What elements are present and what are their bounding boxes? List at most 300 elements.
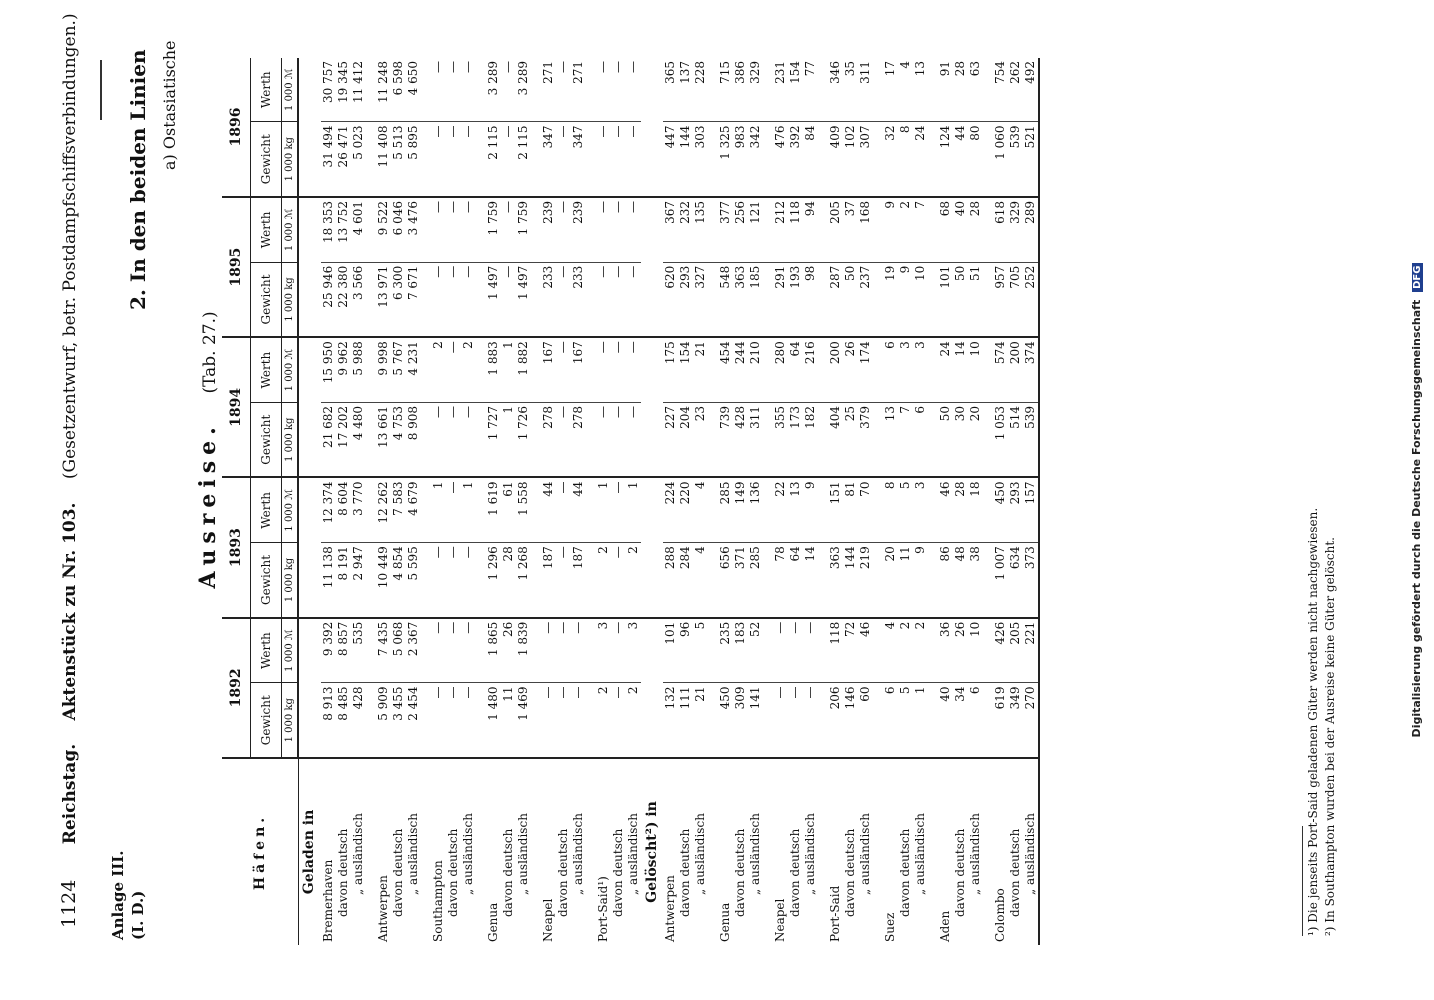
value-cell: 26 xyxy=(953,618,968,683)
empty-cell xyxy=(476,58,486,122)
value-cell: 26 xyxy=(843,337,858,402)
harbor-label: davon deutsch xyxy=(788,828,802,917)
empty-cell xyxy=(298,262,321,337)
value-cell: — xyxy=(461,197,476,262)
weight-cell: 2 xyxy=(626,543,641,618)
value-cell: 220 xyxy=(678,478,693,543)
empty-cell xyxy=(873,402,883,477)
value-cell: 118 xyxy=(788,197,803,262)
value-cell: 4 xyxy=(898,58,913,122)
value-cell: — xyxy=(501,197,516,262)
value-cell: 12 262 xyxy=(376,478,391,543)
weight-cell: 204 xyxy=(678,402,693,477)
value-cell: 10 xyxy=(968,337,983,402)
year-header: 1895 xyxy=(222,197,251,337)
weight-cell: 5 513 xyxy=(391,122,406,197)
value-cell: 151 xyxy=(828,478,843,543)
weight-cell: 4 xyxy=(693,543,708,618)
empty-cell xyxy=(873,683,883,758)
value-cell: — xyxy=(501,58,516,122)
weight-cell: 78 xyxy=(773,543,788,618)
harbor-label: Bremerhaven xyxy=(321,859,335,942)
weight-cell: 1 296 xyxy=(486,543,501,618)
value-cell: 21 xyxy=(693,337,708,402)
weight-cell: 6 xyxy=(968,683,983,758)
weight-cell: 13 661 xyxy=(376,402,391,477)
empty-cell xyxy=(421,758,431,945)
table-row xyxy=(773,58,788,945)
weight-cell: 6 300 xyxy=(391,262,406,337)
empty-cell xyxy=(818,402,828,477)
harbor-label: „ ausländisch xyxy=(406,813,420,895)
value-cell: 216 xyxy=(803,337,818,402)
table-row xyxy=(938,58,953,945)
harbor-label: davon deutsch xyxy=(843,828,857,917)
empty-cell xyxy=(366,758,376,945)
value-cell: — xyxy=(626,337,641,402)
value-cell: 70 xyxy=(858,478,873,543)
empty-cell xyxy=(298,683,321,758)
empty-cell xyxy=(421,337,431,402)
empty-cell xyxy=(366,58,376,122)
table-row xyxy=(953,58,968,945)
harbor-label: Port-Said xyxy=(828,885,842,942)
weight-cell: 84 xyxy=(803,122,818,197)
annex-label xyxy=(108,851,148,941)
table-row xyxy=(516,58,531,945)
empty-cell xyxy=(873,262,883,337)
weight-cell: 141 xyxy=(748,683,763,758)
weight-cell: 548 xyxy=(718,262,733,337)
table-row xyxy=(968,58,983,945)
empty-cell xyxy=(586,618,596,683)
empty-cell xyxy=(421,543,431,618)
value-cell: 7 xyxy=(913,197,928,262)
empty-cell xyxy=(873,197,883,262)
spacer-row xyxy=(983,58,993,945)
harbor-label: Antwerpen xyxy=(376,875,390,942)
weight-cell: 2 947 xyxy=(351,543,366,618)
group-heading: Geladen in xyxy=(301,809,318,895)
weight-cell: 20 xyxy=(883,543,898,618)
weight-cell: 102 xyxy=(843,122,858,197)
weight-cell: 19 xyxy=(883,262,898,337)
weight-cell: — xyxy=(596,122,611,197)
weight-cell: 5 895 xyxy=(406,122,421,197)
weight-cell: 288 xyxy=(663,543,678,618)
weight-cell: 10 xyxy=(913,262,928,337)
weight-cell: 21 682 xyxy=(321,402,336,477)
weight-cell: 392 xyxy=(788,122,803,197)
empty-cell xyxy=(531,758,541,945)
value-cell: 232 xyxy=(678,197,693,262)
empty-cell xyxy=(421,402,431,477)
value-cell: 239 xyxy=(571,197,586,262)
empty-cell xyxy=(366,683,376,758)
weight-cell: 1 268 xyxy=(516,543,531,618)
value-cell: 13 xyxy=(788,478,803,543)
weight-cell: — xyxy=(788,683,803,758)
weight-cell: 233 xyxy=(571,262,586,337)
weight-cell: 342 xyxy=(748,122,763,197)
value-cell: 11 248 xyxy=(376,58,391,122)
table-row xyxy=(391,58,406,945)
harbor-label: „ ausländisch xyxy=(516,813,530,895)
weight-cell: 2 115 xyxy=(516,122,531,197)
weight-cell: 1 325 xyxy=(718,122,733,197)
weight-cell: 98 xyxy=(803,262,818,337)
weight-cell: 2 115 xyxy=(486,122,501,197)
value-cell: 2 xyxy=(431,337,446,402)
weight-cell: — xyxy=(571,683,586,758)
empty-cell xyxy=(476,478,486,543)
weight-cell: 539 xyxy=(1023,402,1039,477)
harbor-label: „ ausländisch xyxy=(693,813,707,895)
weight-column-header: Gewicht xyxy=(251,543,282,618)
weight-cell: 8 191 xyxy=(336,543,351,618)
weight-cell: — xyxy=(626,262,641,337)
empty-cell xyxy=(298,58,321,122)
empty-cell xyxy=(763,478,773,543)
weight-cell: 619 xyxy=(993,683,1008,758)
weight-cell: — xyxy=(446,122,461,197)
value-cell: — xyxy=(431,197,446,262)
value-cell: 4 601 xyxy=(351,197,366,262)
year-header: 1892 xyxy=(222,618,251,758)
empty-cell xyxy=(928,478,938,543)
value-cell: 9 xyxy=(883,197,898,262)
footnote-2: ²) In Southampton wurden bei der Ausreise keine Güter gelöscht. xyxy=(1323,537,1337,936)
value-cell: 492 xyxy=(1023,58,1039,122)
weight-cell: 5 023 xyxy=(351,122,366,197)
value-cell: 365 xyxy=(663,58,678,122)
value-cell: 77 xyxy=(803,58,818,122)
value-cell: 3 xyxy=(596,618,611,683)
empty-cell xyxy=(531,683,541,758)
value-column-header: Werth xyxy=(251,618,282,683)
weight-cell: 1 726 xyxy=(516,402,531,477)
weight-cell: 8 xyxy=(898,122,913,197)
weight-cell: 363 xyxy=(828,543,843,618)
weight-cell: 13 xyxy=(883,402,898,477)
weight-cell: 705 xyxy=(1008,262,1023,337)
weight-cell: 1 007 xyxy=(993,543,1008,618)
empty-cell xyxy=(708,543,718,618)
table-row xyxy=(828,58,843,945)
harbor-label: Port-Said¹) xyxy=(596,876,610,942)
empty-cell xyxy=(641,618,663,683)
weight-cell: 227 xyxy=(663,402,678,477)
weight-cell: — xyxy=(556,122,571,197)
harbor-label: „ ausländisch xyxy=(461,813,475,895)
table-row xyxy=(351,58,366,945)
empty-cell xyxy=(983,262,993,337)
empty-cell xyxy=(983,58,993,122)
value-cell: 28 xyxy=(968,197,983,262)
spacer-row xyxy=(531,58,541,945)
empty-cell xyxy=(818,262,828,337)
empty-cell xyxy=(366,618,376,683)
weight-cell: 309 xyxy=(733,683,748,758)
value-cell: 63 xyxy=(968,58,983,122)
weight-cell: 40 xyxy=(938,683,953,758)
empty-cell xyxy=(641,683,663,758)
value-cell: 386 xyxy=(733,58,748,122)
value-cell: 200 xyxy=(828,337,843,402)
value-cell: 1 883 xyxy=(486,337,501,402)
weight-cell: 6 xyxy=(883,683,898,758)
harbor-label: davon deutsch xyxy=(501,828,515,917)
value-cell: 174 xyxy=(858,337,873,402)
value-cell: 3 770 xyxy=(351,478,366,543)
weight-column-header: Gewicht xyxy=(251,683,282,758)
value-cell: 44 xyxy=(571,478,586,543)
empty-cell xyxy=(421,262,431,337)
value-unit: 1 000 ℳ xyxy=(282,197,299,262)
value-cell: 4 679 xyxy=(406,478,421,543)
weight-cell: — xyxy=(461,262,476,337)
empty-cell xyxy=(763,58,773,122)
value-cell: 5 068 xyxy=(391,618,406,683)
empty-cell xyxy=(421,122,431,197)
value-cell: 64 xyxy=(788,337,803,402)
empty-cell xyxy=(983,478,993,543)
empty-cell xyxy=(476,337,486,402)
value-cell: 1 558 xyxy=(516,478,531,543)
group-heading-row xyxy=(641,58,663,945)
value-cell: 11 412 xyxy=(351,58,366,122)
weight-cell: 22 380 xyxy=(336,262,351,337)
value-cell: 346 xyxy=(828,58,843,122)
weight-cell: 291 xyxy=(773,262,788,337)
harbor-label: „ ausländisch xyxy=(913,813,927,895)
value-cell: 167 xyxy=(541,337,556,402)
empty-cell xyxy=(366,337,376,402)
section-heading: 2. In den beiden Linien xyxy=(126,49,150,310)
empty-cell xyxy=(983,683,993,758)
table-row xyxy=(678,58,693,945)
table-row xyxy=(1023,58,1039,945)
weight-cell: 3 566 xyxy=(351,262,366,337)
value-cell: 1 839 xyxy=(516,618,531,683)
weight-cell: 634 xyxy=(1008,543,1023,618)
weight-cell: 28 xyxy=(501,543,516,618)
value-cell: 715 xyxy=(718,58,733,122)
value-cell: — xyxy=(446,58,461,122)
weight-cell: 347 xyxy=(571,122,586,197)
table-row xyxy=(431,58,446,945)
weight-cell: 144 xyxy=(843,543,858,618)
empty-cell xyxy=(763,683,773,758)
harbor-label: davon deutsch xyxy=(1008,828,1022,917)
harbor-label: „ ausländisch xyxy=(351,813,365,895)
weight-cell: 3 455 xyxy=(391,683,406,758)
weight-cell: — xyxy=(556,262,571,337)
value-cell: 210 xyxy=(748,337,763,402)
empty-cell xyxy=(531,122,541,197)
table-row xyxy=(336,58,351,945)
table-row xyxy=(693,58,708,945)
spacer-row xyxy=(366,58,376,945)
value-cell: 2 xyxy=(898,197,913,262)
table-reference: (Tab. 27.) xyxy=(200,311,220,394)
weight-cell: 450 xyxy=(718,683,733,758)
value-cell: — xyxy=(626,58,641,122)
weight-cell: 1 727 xyxy=(486,402,501,477)
empty-cell xyxy=(641,543,663,618)
empty-cell xyxy=(818,197,828,262)
weight-cell: — xyxy=(611,122,626,197)
empty-cell xyxy=(873,543,883,618)
value-cell: 311 xyxy=(858,58,873,122)
value-cell: 271 xyxy=(571,58,586,122)
value-cell: — xyxy=(446,337,461,402)
harbor-label: davon deutsch xyxy=(898,828,912,917)
value-cell: 231 xyxy=(773,58,788,122)
weight-cell: 620 xyxy=(663,262,678,337)
value-cell: — xyxy=(626,197,641,262)
value-cell: 18 353 xyxy=(321,197,336,262)
empty-cell xyxy=(641,478,663,543)
weight-cell: 132 xyxy=(663,683,678,758)
table-row xyxy=(748,58,763,945)
spacer-row xyxy=(873,58,883,945)
weight-cell: 363 xyxy=(733,262,748,337)
value-cell: 3 xyxy=(898,337,913,402)
weight-unit: 1 000 kg xyxy=(282,543,299,618)
value-cell: — xyxy=(596,58,611,122)
weight-cell: 32 xyxy=(883,122,898,197)
weight-cell: 371 xyxy=(733,543,748,618)
weight-cell: 1 480 xyxy=(486,683,501,758)
empty-cell xyxy=(873,337,883,402)
harbor-label: davon deutsch xyxy=(446,828,460,917)
value-cell: 5 767 xyxy=(391,337,406,402)
value-cell: 4 650 xyxy=(406,58,421,122)
spacer-row xyxy=(763,58,773,945)
weight-cell: 983 xyxy=(733,122,748,197)
group-heading: Gelöscht²) in xyxy=(643,801,660,903)
empty-cell xyxy=(708,197,718,262)
credit-text: Digitalisierung gefördert durch die Deutsche Forschungsgemeinschaft xyxy=(1410,299,1423,738)
empty-cell xyxy=(928,402,938,477)
annex-line-1: Anlage III. xyxy=(109,850,127,940)
value-cell: — xyxy=(611,197,626,262)
empty-cell xyxy=(298,402,321,477)
empty-cell xyxy=(763,618,773,683)
value-cell: 5 xyxy=(898,478,913,543)
value-cell: 3 289 xyxy=(516,58,531,122)
weight-unit: 1 000 kg xyxy=(282,402,299,477)
value-cell: 168 xyxy=(858,197,873,262)
harbor-label: Aden xyxy=(938,910,952,942)
empty-cell xyxy=(928,543,938,618)
empty-cell xyxy=(708,478,718,543)
empty-cell xyxy=(818,58,828,122)
value-cell: 271 xyxy=(541,58,556,122)
empty-cell xyxy=(641,337,663,402)
empty-cell xyxy=(763,337,773,402)
value-cell: 280 xyxy=(773,337,788,402)
empty-cell xyxy=(421,618,431,683)
weight-cell: 187 xyxy=(571,543,586,618)
value-cell: 8 604 xyxy=(336,478,351,543)
weight-unit: 1 000 kg xyxy=(282,683,299,758)
weight-cell: 26 471 xyxy=(336,122,351,197)
value-cell: 426 xyxy=(993,618,1008,683)
value-cell: — xyxy=(446,197,461,262)
value-cell: 450 xyxy=(993,478,1008,543)
value-cell: 183 xyxy=(733,618,748,683)
value-cell: 28 xyxy=(953,478,968,543)
empty-cell xyxy=(586,58,596,122)
value-cell: — xyxy=(431,58,446,122)
value-cell: 754 xyxy=(993,58,1008,122)
empty-cell xyxy=(531,197,541,262)
empty-cell xyxy=(476,262,486,337)
value-cell: 13 752 xyxy=(336,197,351,262)
value-cell: 1 xyxy=(431,478,446,543)
harbor-label: „ ausländisch xyxy=(1023,758,1039,945)
table-row xyxy=(626,58,641,945)
empty-cell xyxy=(928,618,938,683)
value-cell: 2 xyxy=(913,618,928,683)
weight-cell: — xyxy=(501,122,516,197)
empty-cell xyxy=(818,543,828,618)
weight-cell: — xyxy=(611,262,626,337)
empty-cell xyxy=(873,618,883,683)
weight-cell: 327 xyxy=(693,262,708,337)
harbor-label: Genua xyxy=(486,902,500,942)
empty-cell xyxy=(298,478,321,543)
value-unit: 1 000 ℳ xyxy=(282,337,299,402)
empty-cell xyxy=(298,197,321,262)
footnote-1: ¹) Die jenseits Port-Said geladenen Güter werden nicht nachgewiesen. xyxy=(1306,507,1320,936)
value-cell: 256 xyxy=(733,197,748,262)
value-cell: 205 xyxy=(828,197,843,262)
weight-cell: 11 xyxy=(501,683,516,758)
table-row xyxy=(898,58,913,945)
weight-cell: — xyxy=(556,402,571,477)
weight-cell: 1 497 xyxy=(516,262,531,337)
value-cell: 18 xyxy=(968,478,983,543)
weight-cell: — xyxy=(461,683,476,758)
annex-line-2: (I. D.) xyxy=(129,890,147,940)
empty-cell xyxy=(476,402,486,477)
weight-cell: 38 xyxy=(968,543,983,618)
value-cell: 30 757 xyxy=(321,58,336,122)
value-cell: — xyxy=(556,197,571,262)
empty-cell xyxy=(763,758,773,945)
empty-cell xyxy=(586,262,596,337)
weight-cell: 521 xyxy=(1023,122,1039,197)
weight-cell: 2 xyxy=(626,683,641,758)
weight-cell: 173 xyxy=(788,402,803,477)
value-cell: 121 xyxy=(748,197,763,262)
weight-cell: 146 xyxy=(843,683,858,758)
empty-cell xyxy=(366,402,376,477)
value-cell: 244 xyxy=(733,337,748,402)
empty-cell xyxy=(421,197,431,262)
value-cell: 35 xyxy=(843,58,858,122)
weight-cell: — xyxy=(431,402,446,477)
empty-cell xyxy=(763,122,773,197)
table-row xyxy=(1008,58,1023,945)
empty-cell xyxy=(531,618,541,683)
weight-cell: 11 408 xyxy=(376,122,391,197)
empty-cell xyxy=(586,758,596,945)
weight-cell: — xyxy=(611,543,626,618)
